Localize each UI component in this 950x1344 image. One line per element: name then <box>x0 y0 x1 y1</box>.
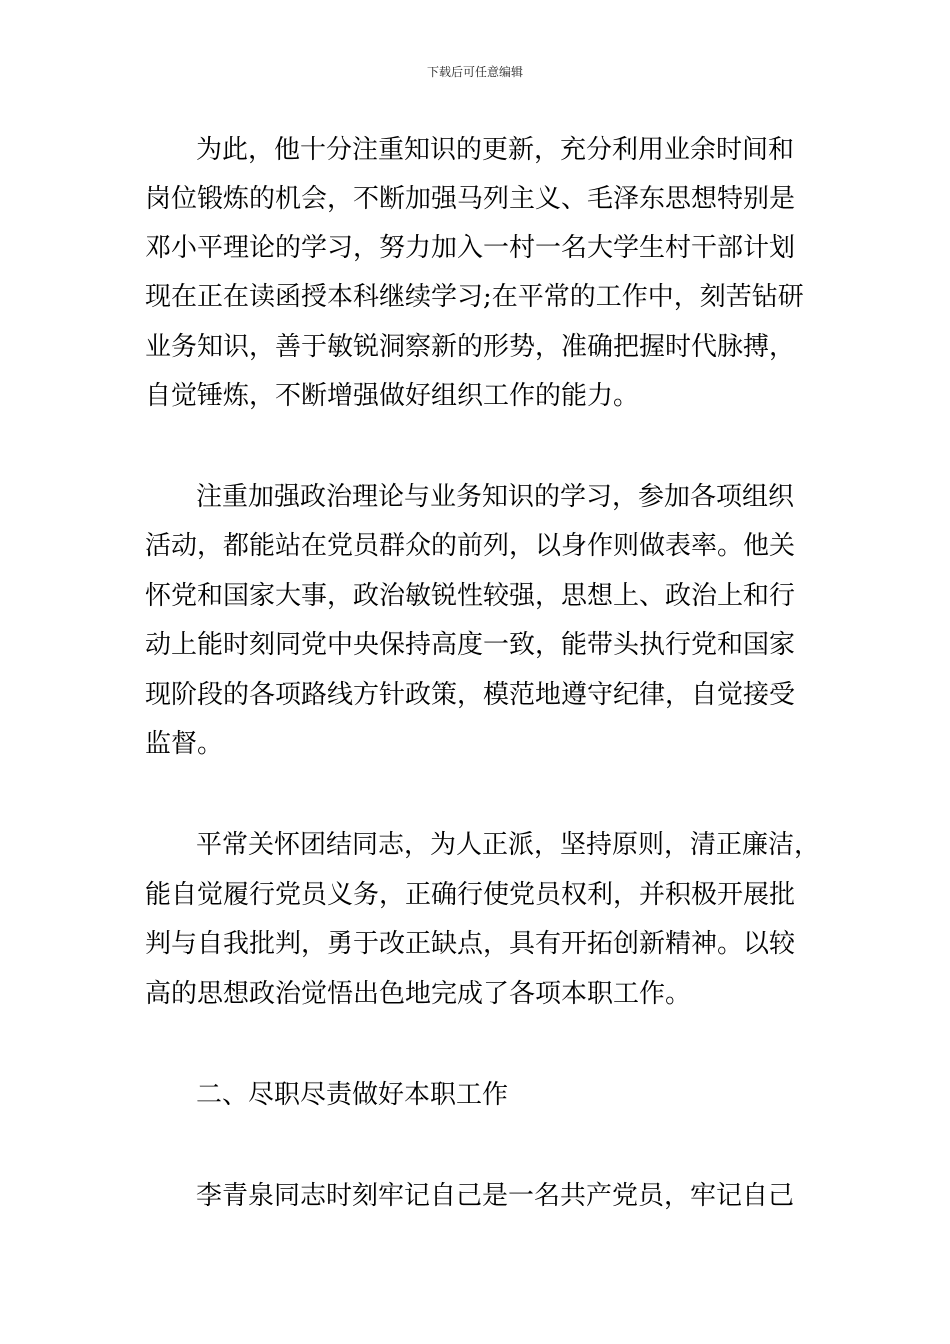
text-line: 判与自我批判，勇于改正缺点，具有开拓创新精神。以较 <box>145 929 796 959</box>
text-line: 现阶段的各项路线方针政策，模范地遵守纪律，自觉接受 <box>145 680 796 710</box>
text-line: 能自觉履行党员义务，正确行使党员权利，并积极开展批 <box>145 880 796 910</box>
text-line: 动上能时刻同党中央保持高度一致，能带头执行党和国家 <box>145 630 796 660</box>
text-line: 李青泉同志时刻牢记自己是一名共产党员，牢记自己 <box>196 1181 795 1211</box>
text-line: 邓小平理论的学习，努力加入一村一名大学生村干部计划 <box>145 233 796 263</box>
text-line: 平常关怀团结同志，为人正派，坚持原则，清正廉洁， <box>196 830 821 860</box>
text-line: 自觉锤炼，不断增强做好组织工作的能力。 <box>145 381 640 411</box>
text-line: 为此，他十分注重知识的更新，充分利用业余时间和 <box>196 135 795 165</box>
text-line: 岗位锻炼的机会，不断加强马列主义、毛泽东思想特别是 <box>145 184 796 214</box>
text-line: 监督。 <box>145 729 224 759</box>
text-line: 怀党和国家大事，政治敏锐性较强，思想上、政治上和行 <box>145 581 796 611</box>
text-line: 高的思想政治觉悟出色地完成了各项本职工作。 <box>145 979 692 1009</box>
text-line: 活动，都能站在党员群众的前列，以身作则做表率。他关 <box>145 531 796 561</box>
text-line: 注重加强政治理论与业务知识的学习，参加各项组织 <box>196 482 795 512</box>
text-line: 现在正在读函授本科继续学习;在平常的工作中，刻苦钻研 <box>145 282 804 312</box>
page-header: 下载后可任意编辑 <box>426 65 523 79</box>
heading-line: 二、尽职尽责做好本职工作 <box>196 1080 509 1110</box>
text-line: 业务知识，善于敏锐洞察新的形势，准确把握时代脉搏， <box>145 332 796 362</box>
